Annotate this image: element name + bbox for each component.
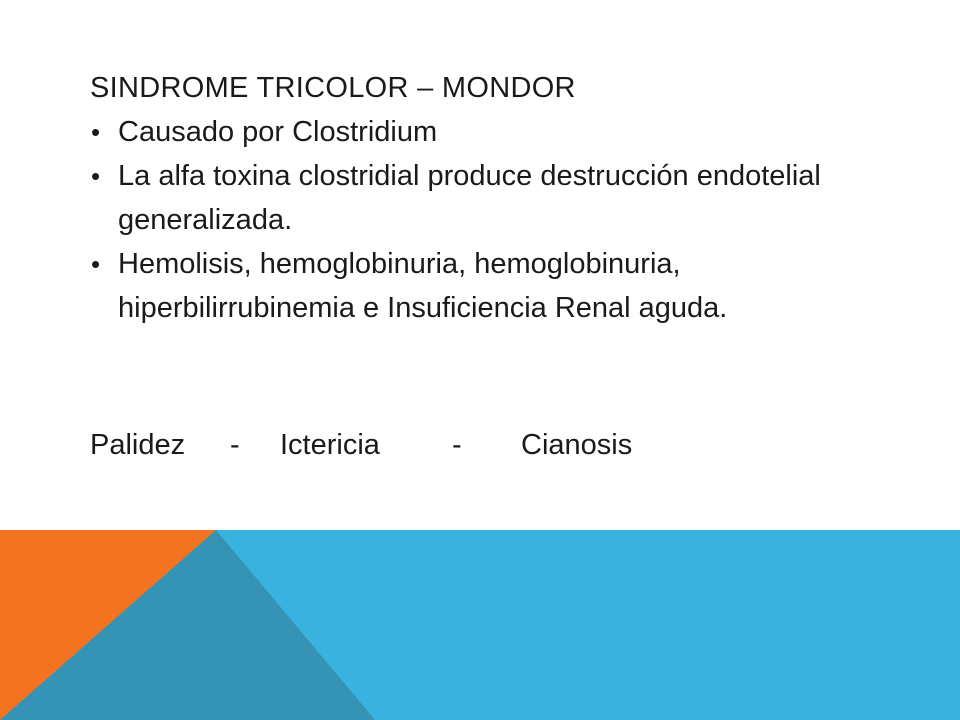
summary-word-palidez: Palidez <box>90 429 186 461</box>
summary-separator: - <box>230 429 240 461</box>
bullet-text: Causado por Clostridium <box>118 116 438 148</box>
bullet-text: La alfa toxina clostridial produce destrucción endotelial generalizada. <box>118 160 821 236</box>
slide-title: SINDROME TRICOLOR – MONDOR <box>90 72 576 104</box>
bullet-dot-icon: • <box>91 117 101 147</box>
summary-word-ictericia: Ictericia <box>280 429 380 461</box>
summary-word-cianosis: Cianosis <box>521 429 633 461</box>
summary-separator: - <box>452 429 462 461</box>
bullet-text: Hemolisis, hemoglobinuria, hemoglobinuria, hiperbilirrubinemia e Insuficiencia Renal aguda. <box>118 248 728 324</box>
bullet-dot-icon: • <box>91 161 101 191</box>
bullet-dot-icon: • <box>91 249 101 279</box>
